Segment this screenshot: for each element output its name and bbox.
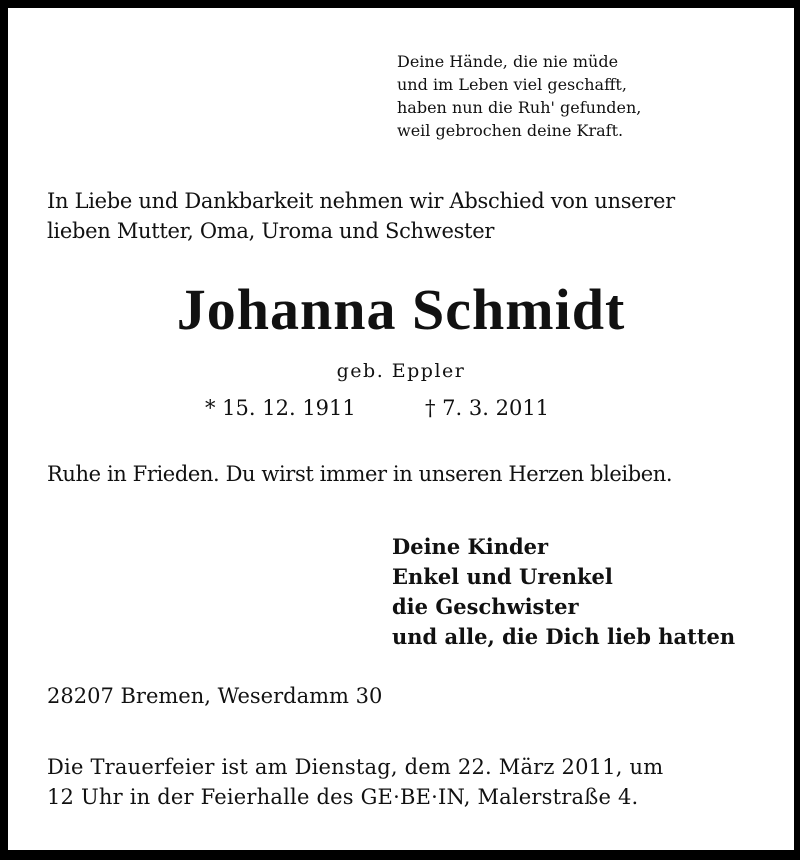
mourners (392, 532, 735, 652)
mourner-line: die Geschwister (392, 594, 579, 619)
death-date: † 7. 3. 2011 (425, 396, 550, 420)
funeral-line: 12 Uhr in der Feierhalle des GE·BE·IN, Malerstraße 4. (47, 785, 639, 809)
funeral-line: Die Trauerfeier ist am Dienstag, dem 22. März 2011, um (47, 755, 664, 779)
intro-line: In Liebe und Dankbarkeit nehmen wir Abschied von unserer (47, 189, 675, 213)
poem-line: weil gebrochen deine Kraft. (397, 121, 624, 140)
poem (397, 50, 641, 142)
poem-line: und im Leben viel geschafft, (397, 75, 627, 94)
birth-date: * 15. 12. 1911 (205, 396, 356, 420)
mourner-line: und alle, die Dich lieb hatten (392, 624, 736, 649)
intro-line: lieben Mutter, Oma, Uroma und Schwester (47, 219, 495, 243)
deceased-name: Johanna Schmidt (176, 277, 626, 342)
funeral-info (47, 752, 663, 812)
address: 28207 Bremen, Weserdamm 30 (47, 684, 383, 708)
maiden-name: geb. Eppler (336, 360, 466, 382)
mourner-line: Deine Kinder (392, 534, 549, 559)
poem-line: haben nun die Ruh' gefunden, (397, 98, 642, 117)
mourner-line: Enkel und Urenkel (392, 564, 613, 589)
intro-text (47, 186, 675, 246)
poem-line: Deine Hände, die nie müde (397, 52, 619, 71)
farewell-text: Ruhe in Frieden. Du wirst immer in unseren Herzen bleiben. (47, 462, 673, 486)
